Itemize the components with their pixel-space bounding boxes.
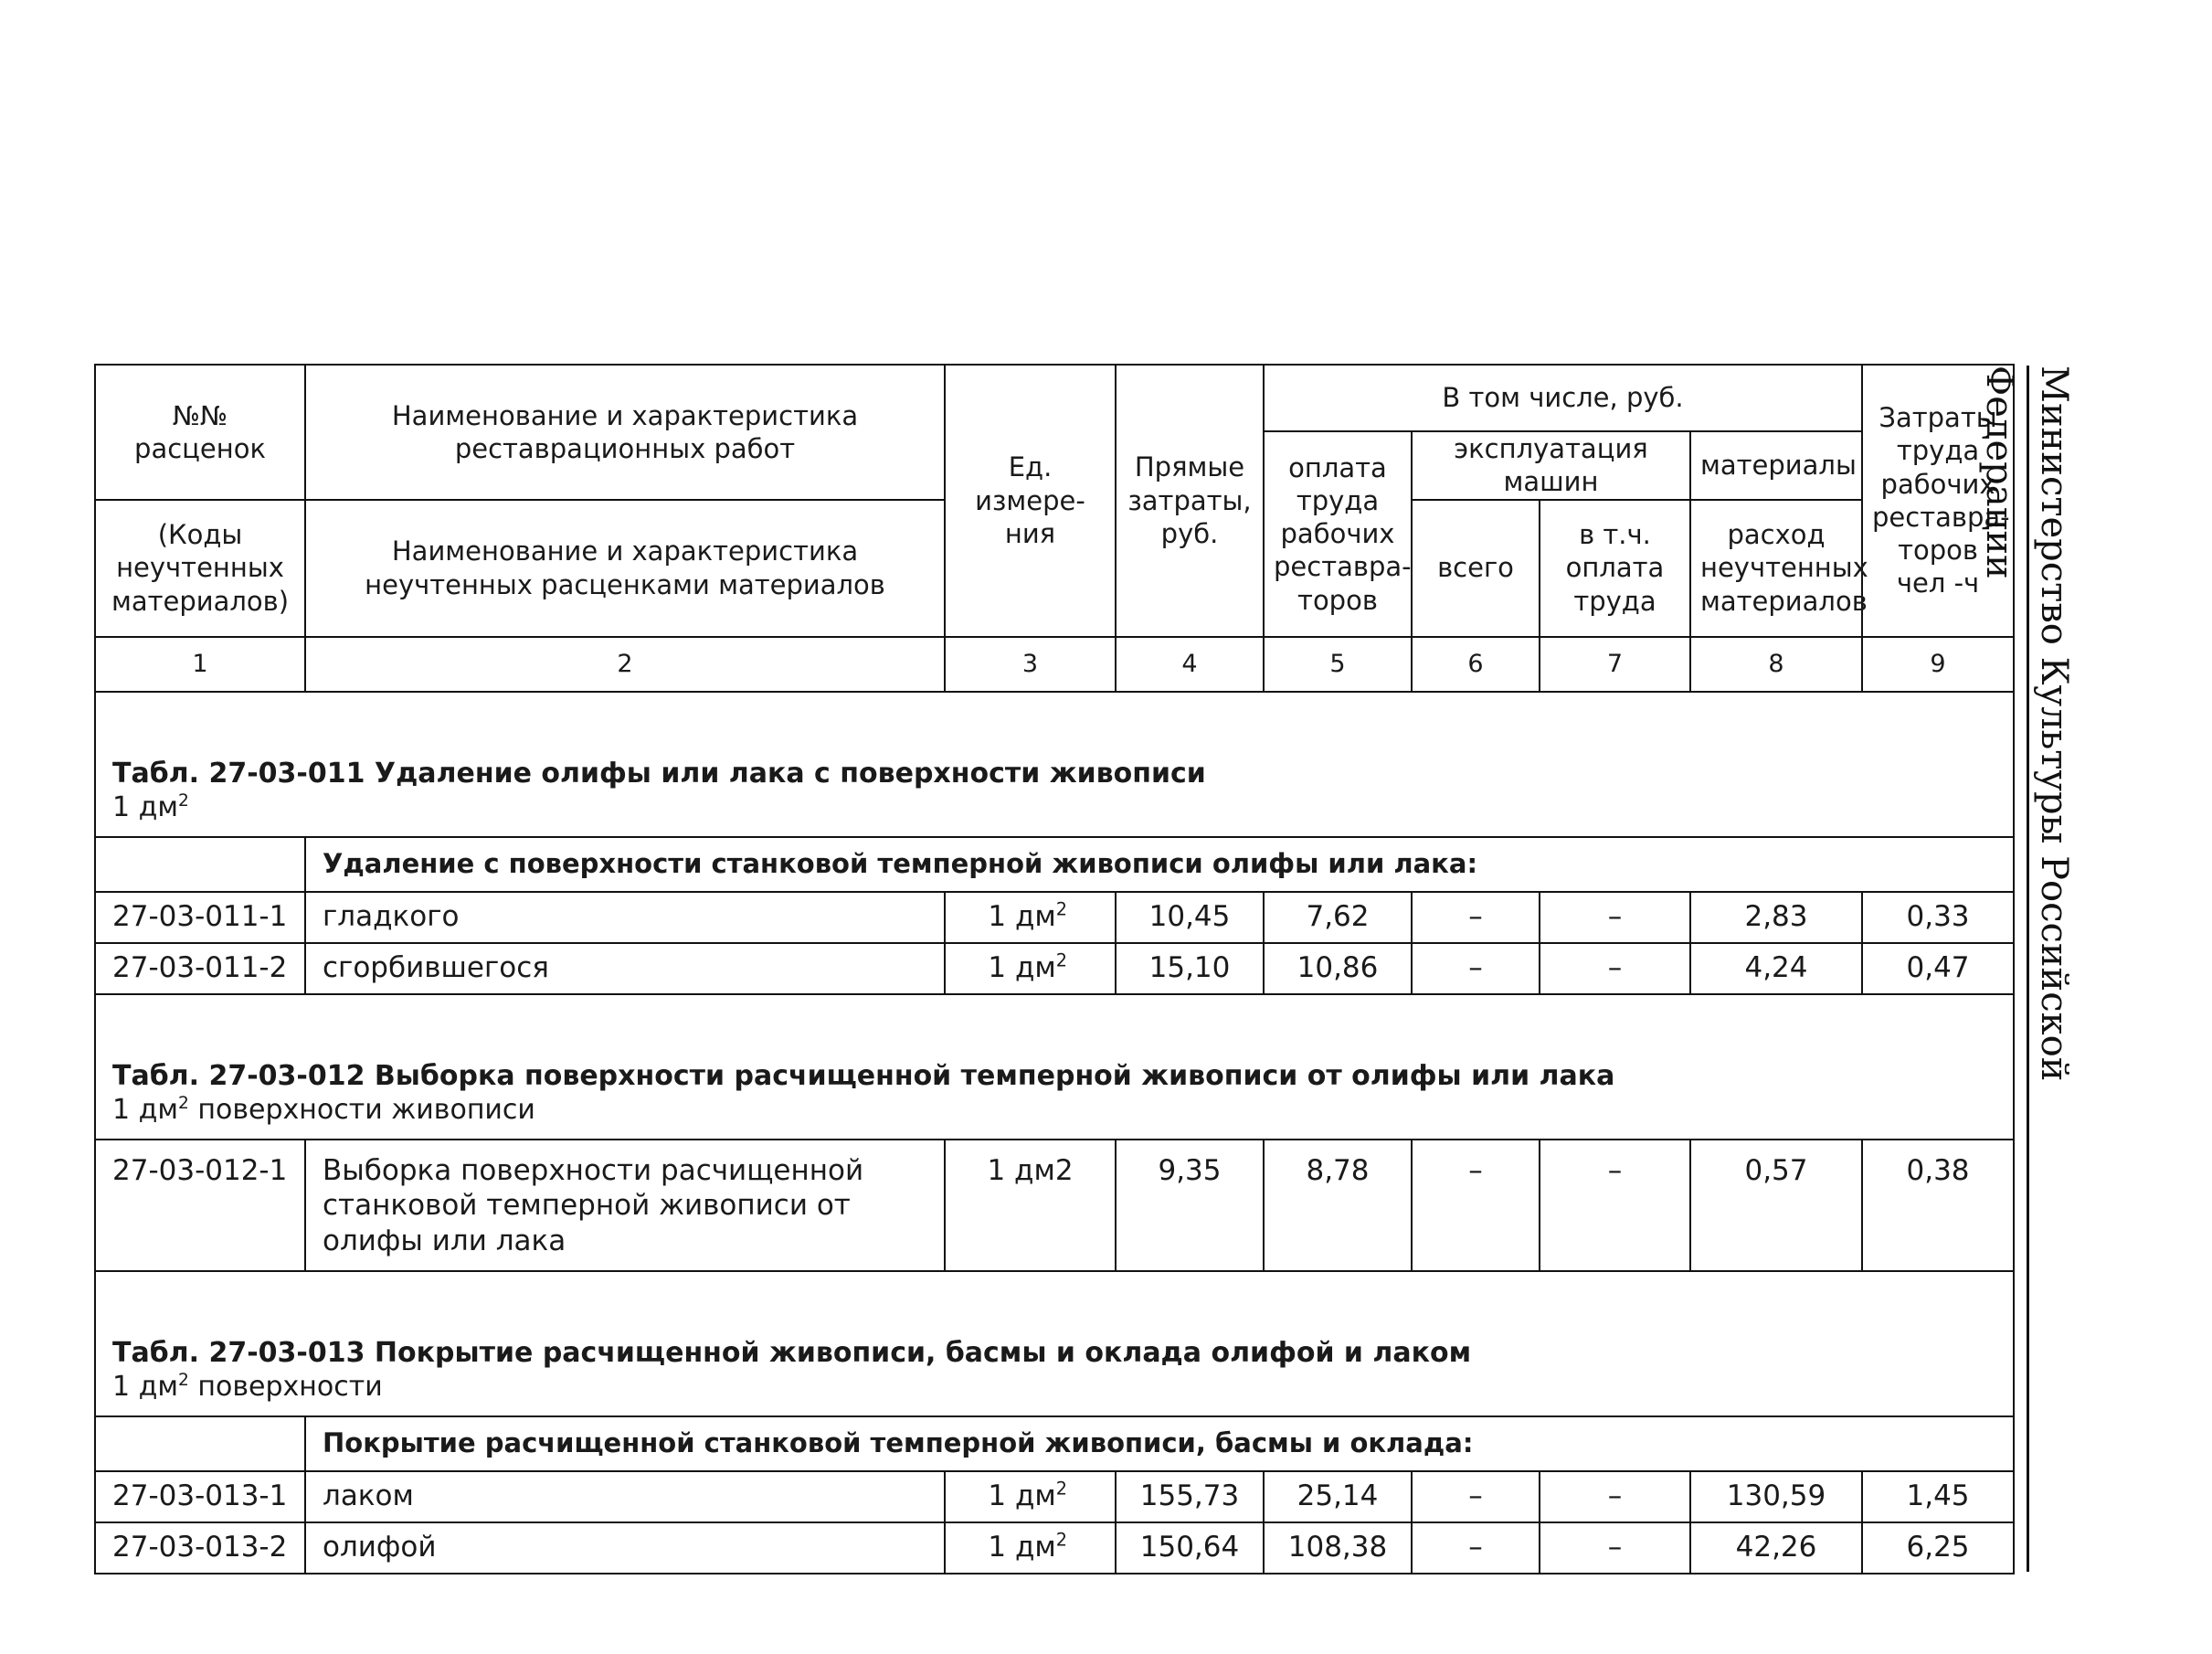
row-machines-total: – bbox=[1412, 1471, 1540, 1522]
row-code: 27-03-011-1 bbox=[95, 892, 305, 943]
row-machines-labor: – bbox=[1540, 943, 1690, 994]
section-subheading: Покрытие расчищенной станковой темперной живописи, басмы и оклада: bbox=[305, 1416, 2014, 1471]
subheading-row bbox=[95, 837, 2014, 892]
row-unit: 1 дм2 bbox=[945, 1140, 1116, 1271]
column-number: 7 bbox=[1540, 637, 1690, 692]
section-title: Табл. 27-03-011 Удаление олифы или лака с поверхности живописи bbox=[112, 757, 1206, 790]
table-row bbox=[95, 1522, 2014, 1574]
header-materials-usage: расход неучтенных материалов bbox=[1690, 500, 1862, 637]
column-number: 2 bbox=[305, 637, 945, 692]
header-material-codes: (Коды неучтенных материалов) bbox=[95, 500, 305, 637]
row-unit: 1 $дм^2$ bbox=[945, 943, 1116, 994]
header-code: №№ расценок bbox=[95, 365, 305, 500]
row-materials: 0,57 bbox=[1690, 1140, 1862, 1271]
table-row bbox=[95, 943, 2014, 994]
subheading-row bbox=[95, 1416, 2014, 1471]
row-machines-labor: – bbox=[1540, 1522, 1690, 1574]
row-unit: 1 $дм^2$ bbox=[945, 1522, 1116, 1574]
column-number: 6 bbox=[1412, 637, 1540, 692]
row-direct: 150,64 bbox=[1116, 1522, 1264, 1574]
row-labor: 108,38 bbox=[1264, 1522, 1412, 1574]
column-number: 4 bbox=[1116, 637, 1264, 692]
row-code: 27-03-011-2 bbox=[95, 943, 305, 994]
row-hours: 0,47 bbox=[1862, 943, 2014, 994]
row-hours: 0,38 bbox=[1862, 1140, 2014, 1271]
column-number: 1 bbox=[95, 637, 305, 692]
row-name: гладкого bbox=[305, 892, 945, 943]
row-direct: 10,45 bbox=[1116, 892, 1264, 943]
header-machines-total: всего bbox=[1412, 500, 1540, 637]
row-materials: 4,24 bbox=[1690, 943, 1862, 994]
row-name: Выборка поверхности расчищенной станковой темперной живописи от олифы или лака bbox=[305, 1140, 945, 1271]
row-machines-labor: – bbox=[1540, 1471, 1690, 1522]
row-machines-total: – bbox=[1412, 892, 1540, 943]
header-work-name: Наименование и характеристика реставрационных работ bbox=[305, 365, 945, 500]
row-machines-labor: – bbox=[1540, 1140, 1690, 1271]
row-hours: 1,45 bbox=[1862, 1471, 2014, 1522]
header-labor-pay: оплата труда рабочих реставра- торов bbox=[1264, 431, 1412, 637]
section-heading-row bbox=[95, 692, 2014, 837]
table-row bbox=[95, 892, 2014, 943]
section-heading bbox=[95, 994, 2014, 1140]
section-heading-row bbox=[95, 994, 2014, 1140]
section-unit: 1 $дм^2$ поверхности bbox=[112, 1370, 383, 1403]
row-direct: 15,10 bbox=[1116, 943, 1264, 994]
header-materials: материалы bbox=[1690, 431, 1862, 500]
row-unit: 1 $дм^2$ bbox=[945, 892, 1116, 943]
header-unit: Ед. измере- ния bbox=[945, 365, 1116, 637]
row-machines-total: – bbox=[1412, 1522, 1540, 1574]
section-title: Табл. 27-03-012 Выборка поверхности расчищенной темперной живописи от олифы или лака bbox=[112, 1059, 1615, 1092]
column-number: 3 bbox=[945, 637, 1116, 692]
row-hours: 0,33 bbox=[1862, 892, 2014, 943]
header-material-names: Наименование и характеристика неучтенных расценками материалов bbox=[305, 500, 945, 637]
column-number: 9 bbox=[1862, 637, 2014, 692]
row-name: лаком bbox=[305, 1471, 945, 1522]
row-machines-total: – bbox=[1412, 1140, 1540, 1271]
row-code: 27-03-013-2 bbox=[95, 1522, 305, 1574]
row-labor: 25,14 bbox=[1264, 1471, 1412, 1522]
row-name: сгорбившегося bbox=[305, 943, 945, 994]
row-labor: 7,62 bbox=[1264, 892, 1412, 943]
table-row bbox=[95, 1140, 2014, 1271]
header-machines-labor: в т.ч. оплата труда bbox=[1540, 500, 1690, 637]
header-labor-hours: Затраты труда рабочих реставра- торов чел -ч bbox=[1862, 365, 2014, 637]
section-heading bbox=[95, 1271, 2014, 1416]
row-direct: 9,35 bbox=[1116, 1140, 1264, 1271]
column-number: 5 bbox=[1264, 637, 1412, 692]
row-materials: 42,26 bbox=[1690, 1522, 1862, 1574]
section-heading bbox=[95, 692, 2014, 837]
section-heading-row bbox=[95, 1271, 2014, 1416]
row-labor: 8,78 bbox=[1264, 1140, 1412, 1271]
section-subheading: Удаление с поверхности станковой темперной живописи олифы или лака: bbox=[305, 837, 2014, 892]
row-materials: 130,59 bbox=[1690, 1471, 1862, 1522]
section-unit: 1 $дм^2$ поверхности живописи bbox=[112, 1093, 535, 1126]
column-numbers-row bbox=[95, 637, 2014, 692]
table-row bbox=[95, 1471, 2014, 1522]
column-number: 8 bbox=[1690, 637, 1862, 692]
row-name: олифой bbox=[305, 1522, 945, 1574]
header-in-total: В том числе, руб. bbox=[1264, 365, 1862, 431]
side-caption: Министерство Культуры Российской Федерации bbox=[1978, 366, 2075, 1082]
row-unit: 1 $дм^2$ bbox=[945, 1471, 1116, 1522]
row-machines-labor: – bbox=[1540, 892, 1690, 943]
price-table bbox=[94, 364, 2015, 1574]
header-direct-costs: Прямые затраты, руб. bbox=[1116, 365, 1264, 637]
row-labor: 10,86 bbox=[1264, 943, 1412, 994]
header-machines: эксплуатация машин bbox=[1412, 431, 1690, 500]
section-unit: 1 $дм^2$ bbox=[112, 790, 189, 823]
row-materials: 2,83 bbox=[1690, 892, 1862, 943]
row-code: 27-03-012-1 bbox=[95, 1140, 305, 1271]
row-hours: 6,25 bbox=[1862, 1522, 2014, 1574]
row-code: 27-03-013-1 bbox=[95, 1471, 305, 1522]
section-title: Табл. 27-03-013 Покрытие расчищенной живописи, басмы и оклада олифой и лаком bbox=[112, 1336, 1472, 1369]
row-direct: 155,73 bbox=[1116, 1471, 1264, 1522]
row-machines-total: – bbox=[1412, 943, 1540, 994]
